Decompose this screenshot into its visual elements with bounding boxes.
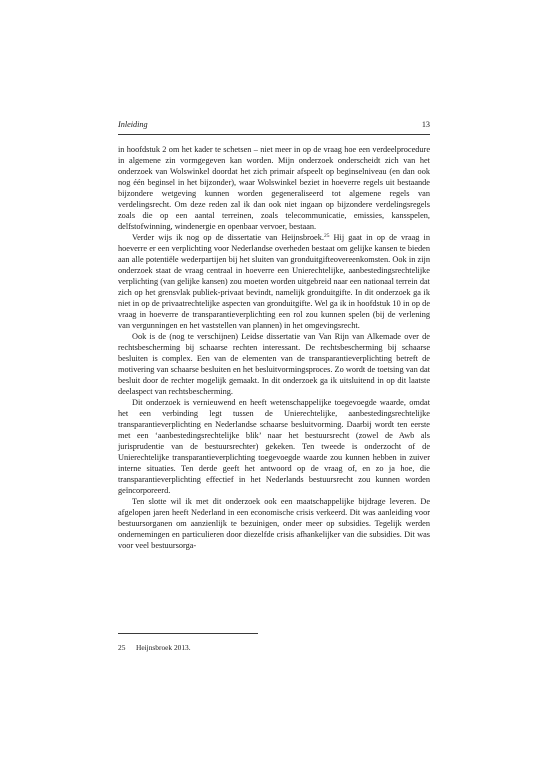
body-text [118, 144, 430, 551]
footnote-text: Heijnsbroek 2013. [136, 643, 191, 652]
paragraph-5: Ten slotte wil ik met dit onderzoek ook een maatschappelijke bijdrage leveren. De afgelopen jaren heeft Nederland in een economische crisis verkeerd. Dit was aanleiding voor bestuursorganen om aanzienlijk te bezuinigen, onder meer op subsidies. Tegelijk werden ondernemingen en particulieren door diezelfde crisis afhankelijker van die subsidies. Dit was voor veel bestuursorga- [118, 497, 430, 550]
paragraph-2-start: Verder wijs ik nog op de dissertatie van Heijnsbroek. [132, 233, 324, 242]
paragraph-2 [118, 232, 430, 331]
header-rule [118, 134, 430, 135]
footnote-reference[interactable]: 25 [323, 233, 330, 239]
paragraph-1: in hoofdstuk 2 om het kader te schetsen – niet meer in op de vraag hoe een verdeelprocedure in algemene zin vormgegeven kan worden. Mijn onderzoek onderscheidt zich van het onderzoek van Wolswinkel doordat het zich primair afspeelt op beginselniveau (en dan ook nog één beginsel in het bijzonder), waar Wolswinkel beziet in hoeverre regels uit bestaande bijzondere wetgeving kunnen worden gegeneraliseerd tot algemene regels van verdelingsrecht. Om deze reden zal ik dan ook niet ingaan op bijzondere verdelingsregels zoals die op een aantal terreinen, zoals telecommunicatie, emissies, kansspelen, delfstofwinning, windenergie en openbaar vervoer, bestaan. [118, 145, 430, 231]
running-header [118, 118, 430, 132]
running-title: Inleiding [118, 120, 148, 129]
footnote-number: 25 [118, 643, 126, 652]
paragraph-4: Dit onderzoek is vernieuwend en heeft wetenschappelijke toegevoegde waarde, omdat het een verbinding legt tussen de Unierechtelijke, aanbestedingsrechtelijke transparantieverplichting en Nederlandse schaarse besluitvorming. Daarbij wordt ten eerste met een ‘aanbestedingsrechtelijke blik’ naar het bestuursrecht (zowel de Awb als jurisprudentie van de bestuursrechter) gekeken. Ten tweede is onderzocht of de Unierechtelijke transparantieverplichting toegevoegde waarde zou kunnen hebben in zuiver interne situaties. Ten derde geeft het antwoord op de vraag of, en zo ja hoe, die transparantieverplichting effectief in het Nederlands bestuursrecht zou kunnen worden geïncorporeerd. [118, 398, 430, 495]
paragraph-3: Ook is de (nog te verschijnen) Leidse dissertatie van Van Rijn van Alkemade over de rechtsbescherming bij schaarse rechten interessant. De rechtsbescherming bij schaarse besluiten is complex. Een van de elementen van de transparantieverplichting betreft de motivering van schaarse besluiten en het besluitvormingsproces. Zo wordt de toetsing van dat besluit door de rechter mogelijk gemaakt. In dit onderzoek ga ik uitsluitend in op dit laatste deelaspect van rechtsbescherming. [118, 332, 430, 396]
footnote-rule [118, 633, 258, 634]
page-number: 13 [421, 120, 430, 129]
footnote [118, 643, 430, 653]
paragraph-2-rest: Hij gaat in op de vraag in hoeverre er een verplichting voor Nederlandse overheden bestaat om gelijke kansen te bieden aan alle potentiële wederpartijen bij het sluiten van gronduitgifteovereenkomsten. Ook in zijn onderzoek staat de vraag centraal in hoeverre een Unierechtelijke, aanbestedingsrechtelijke verplichting (van gelijke kansen) zou moeten worden uitgebreid naar een nationaal terrein dat zich op het grensvlak publiek-privaat bevindt, namelijk gronduitgifte. In dit onderzoek ga ik niet in op de privaatrechtelijke aspecten van gronduitgifte. Wel ga ik in hoofdstuk 10 in op de vraag in hoeverre de transparantieverplichting een rol zou kunnen spelen (bij de verlening van vergunningen en het vaststellen van plannen) in het omgevingsrecht. [118, 233, 431, 330]
